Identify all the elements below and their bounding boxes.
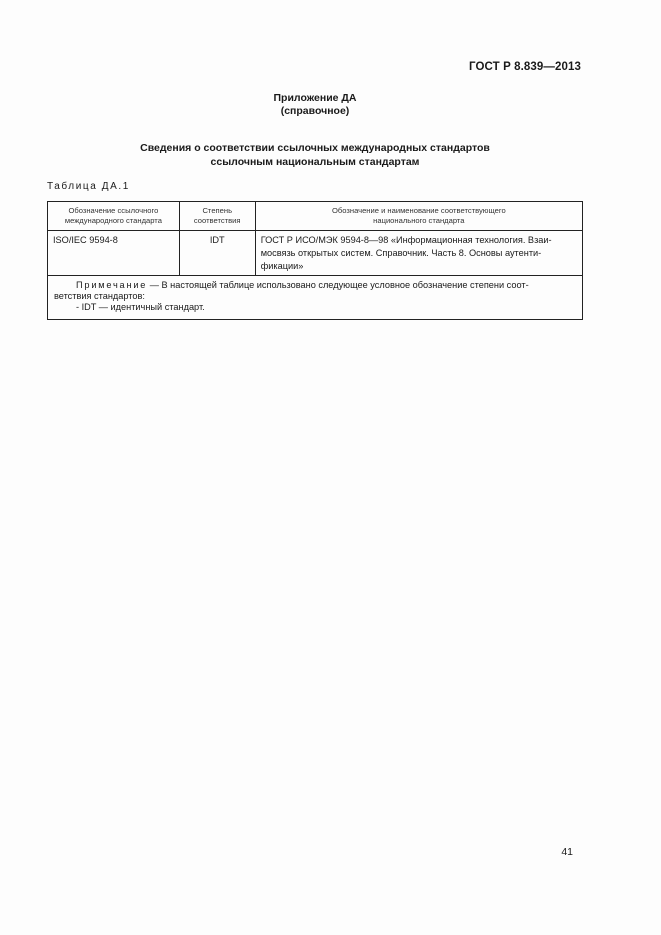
table-caption: Таблица ДА.1 xyxy=(47,181,130,192)
table-note xyxy=(48,276,583,320)
note-text-line-1: В настоящей таблице использовано следующее условное обозначение степени соот- xyxy=(161,280,529,290)
header-national-standard-line-2: национального стандарта xyxy=(373,216,465,225)
header-national-standard-line-1: Обозначение и наименование соответствующего xyxy=(332,206,506,215)
section-title-line-1: Сведения о соответствии ссылочных международных стандартов xyxy=(140,142,490,154)
page-number: 41 xyxy=(561,846,573,858)
table-header-row xyxy=(48,202,583,231)
table-row xyxy=(48,231,583,276)
header-intl-standard xyxy=(48,202,180,231)
header-degree xyxy=(179,202,255,231)
document-code: ГОСТ Р 8.839—2013 xyxy=(469,61,581,73)
section-title-line-2: ссылочным национальным стандартам xyxy=(210,155,420,168)
header-degree-line-1: Степень xyxy=(202,206,233,215)
cell-national-standard-line-3: фикации» xyxy=(260,261,304,271)
cell-national-standard-line-2: мосвязь открытых систем. Справочник. Часть 8. Основы аутенти- xyxy=(260,248,542,258)
note-list-item: - IDT — идентичный стандарт. xyxy=(76,302,205,312)
appendix-title: Приложение ДА xyxy=(273,92,357,104)
cell-intl-standard: ISO/IEC 9594-8 xyxy=(48,231,180,276)
note-label: Примечание xyxy=(76,280,148,290)
header-degree-line-2: соответствия xyxy=(193,216,241,225)
cell-degree: IDT xyxy=(179,231,255,276)
standards-table xyxy=(47,201,583,320)
cell-national-standard xyxy=(255,231,582,276)
note-text-line-2: ветствия стандартов: xyxy=(54,291,145,301)
header-intl-standard-line-2: международного стандарта xyxy=(64,216,162,225)
table-note-row xyxy=(48,276,583,320)
note-line-1 xyxy=(54,280,576,291)
section-title xyxy=(0,142,630,169)
cell-national-standard-line-1: ГОСТ Р ИСО/МЭК 9594-8—98 «Информационная технология. Взаи- xyxy=(260,235,552,245)
header-national-standard xyxy=(255,202,582,231)
appendix-subtitle: (справочное) xyxy=(280,105,350,117)
header-intl-standard-line-1: Обозначение ссылочного xyxy=(68,206,159,215)
note-dash: — xyxy=(147,280,162,290)
